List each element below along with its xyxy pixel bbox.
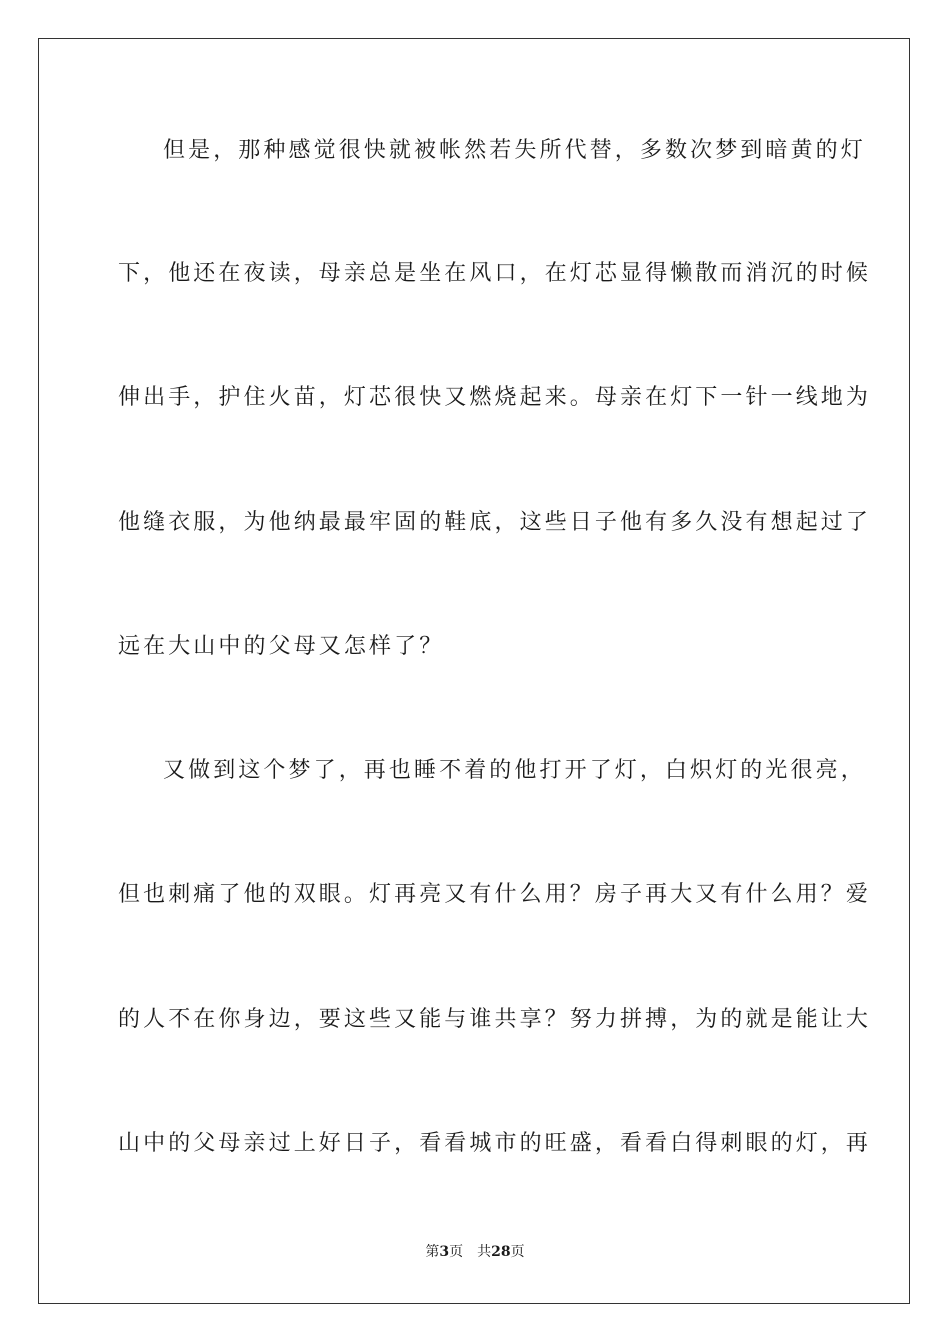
paragraph-line: 又做到这个梦了，再也睡不着的他打开了灯，白炽灯的光很亮， xyxy=(163,758,866,783)
paragraph-line: 他缝衣服，为他纳最最牢固的鞋底，这些日子他有多久没有想起过了 xyxy=(118,510,872,535)
paragraph-line: 远在大山中的父母又怎样了？ xyxy=(118,634,445,659)
total-pages: 28 xyxy=(491,1244,511,1260)
paragraph-line: 伸出手，护住火苗，灯芯很快又燃烧起来。母亲在灯下一针一线地为 xyxy=(118,385,872,410)
page-number: 3 xyxy=(439,1244,450,1260)
page-suffix: 页 xyxy=(449,1244,464,1260)
paragraph-line: 山中的父母亲过上好日子，看看城市的旺盛，看看白得刺眼的灯，再 xyxy=(118,1131,872,1156)
paragraph-line: 但是，那种感觉很快就被帐然若失所代替，多数次梦到暗黄的灯 xyxy=(163,138,866,163)
total-prefix: 共 xyxy=(477,1244,492,1260)
total-suffix: 页 xyxy=(510,1244,525,1260)
page-border xyxy=(38,38,910,1304)
page-prefix: 第 xyxy=(425,1244,440,1260)
page-footer xyxy=(0,1243,950,1261)
paragraph-line: 的人不在你身边，要这些又能与谁共享？努力拼搏，为的就是能让大 xyxy=(118,1007,872,1032)
paragraph-line: 下，他还在夜读，母亲总是坐在风口，在灯芯显得懒散而消沉的时候 xyxy=(118,261,872,286)
paragraph-line: 但也刺痛了他的双眼。灯再亮又有什么用？房子再大又有什么用？爱 xyxy=(118,882,872,907)
